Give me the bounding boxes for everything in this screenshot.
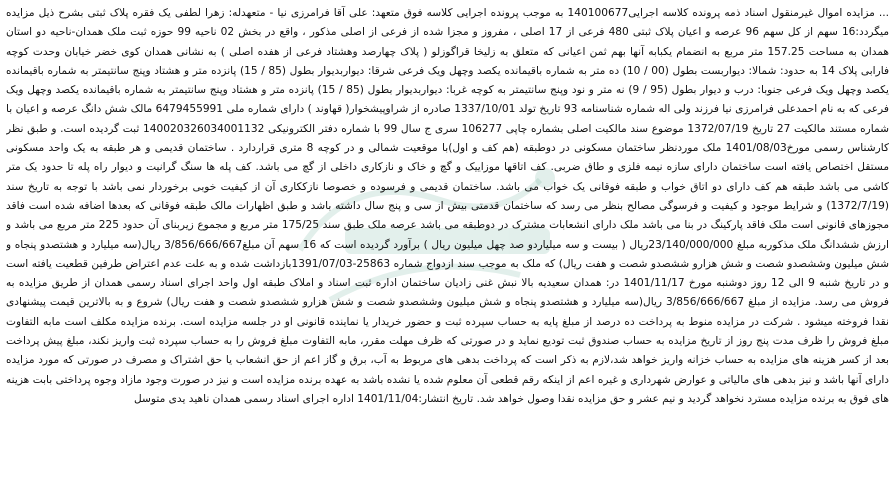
document-body — [6, 4, 889, 489]
auction-notice-text: ... مزایده اموال غیرمنقول اسناد ذمه پرونده کلاسه اجرایی140100677 به موجب پرونده اجرایی کلاسه فوق متعهد: علی آقا فرامرزی نیا - متعهدله: زهرا لطفی یک فقره پلاک ثبتی بشرح ذیل مزایده میگردد:16 سهم از کل سهم 96 عرصه و اعیان پلاک ثبتی 480 فرعی از 17 اصلی ، مفروز و مجزا شده از فرعی از اصلی مذکور ، واقع در بخش 02 ناحیه 99 حوزه ثبت ملک همدان-ناحیه دو استان همدان به مساحت 157.25 متر مربع به انضمام یکبابه آنها بهم ثمن اعیانی که متعلق به زلیخا قراگوزلو ( پلاک چهارصد وهشتاد فرعی از هفده اصلی ) به نشانی همدان کوی خضر خیابان وحدت کوچه فارابی پلاک 14 به حدود: شمالا: دیواربست بطول (00 / 10) ده متر به شماره باقیمانده یکصد وچهل ویک فرعی شرقا: دیواربدیوار بطول (85 / 15) پانزده متر و هشتاد وپنج سانتیمتر به شماره باقیمانده یکصد وچهل ویک فرعی جنوبا: درب و دیوار بطول (95 / 9) نه متر و نود وپنج سانتیمتر به کوچه غربا: دیواربدیوار بطول (85 / 15) پانزده متر و هشتاد وپنج سانتیمتر به شماره باقیمانده یکصد وچهل ویک فرعی که به نام احمدعلی فرامرزی نیا فرزند ولی اله شماره شناسنامه 93 تاریخ تولد 1337/10/01 صادره از شراوپیشخوار( قهاوند ) دارای شماره ملی 6479455991 مالک شش دانگ عرصه و اعیان با شماره مستند مالکیت 27 تاریخ 1372/07/19 موضوع سند مالکیت اصلی بشماره چاپی 106277 سری ج سال 99 با شماره دفتر الکترونیکی 140020326034001132 ثبت گردیده است. و طبق نظر کارشناس رسمی مورخ1401/08/03 ملک موردنظر ساختمان مسکونی در دوطبقه (هم کف و اول)با موقعیت شمالی و در کوچه 8 متری قراردارد . ساختمان قدیمی و هر طبقه به یک واحد مسکونی مستقل اختصاص یافته است ساختمان دارای سازه نیمه فلزی و طاق ضربی. کف اتاقها موزاییک و گچ و خاک و نازکاری داخلی از گچ می باشد. کف پله ها سنگ گرانیت و دیوار راه پله تا حدود یک متر کاشی می باشد طبقه هم کف دارای دو اتاق خواب و طبقه فوقانی یک خواب می باشد. ساختمان قدیمی و فرسوده و خصوصا نازککاری آن از کیفیت خوبی برخوردار نمی باشد با توجه به تاریخ سند (1372/7/19) و شرایط موجود و کیفیت و فرسوگی مصالح بنظر می رسد که ساختمان قدمتی بیش از سی و پنج سال داشته باشد و طبق اظهارات مالک طبقه فوقانی که بعدها اضافه شده است فاقد مجوزهای قانونی است ملک فاقد پارکینگ در بنا می باشد ملک دارای انشعابات مشترک در دوطبقه می باشد عرصه ملک طبق سند 175/25 متر مربع و مجموع زیربنای آن حدود 225 متر مربع می باشد و ارزش ششدانگ ملک مذکوربه مبلغ 23/140/000/000ریال ( بیست و سه میلیاردو صد چهل میلیون ریال ) برآورد گردیده است که 16 سهم آن مبلغ3/856/666/667 ریال(سه میلیارد و هشتصدو پنجاه و شش میلیون وششصدو شصت و شش هزارو ششصدو شصت و هفت ریال) که ملک به موجب سند ازدواج شماره 25863-1391/07/03بازداشت شده و به علت عدم اعتراض طرفین قطعیت یافته است و در تاریخ شنبه 9 الی 12 روز دوشنبه مورخ 1401/11/17 در: همدان سعیدیه بالا نبش غنی زادیان ساختمان اداره ثبت اسناد و املاک طبقه اول واحد اجرای اسناد رسمی همدان از طریق مزایده به فروش می رسد. مزایده از مبلغ 3/856/666/667 ریال(سه میلیارد و هشتصدو پنجاه و شش میلیون وششصدو شصت و شش هزارو ششصدو شصت و هفت ریال) شروع و به بالاترین قیمت پیشنهادی نقدا فروخته میشود . شرکت در مزایده منوط به پرداخت ده درصد از مبلغ پایه به حساب سپرده ثبت و حضور خریدار یا نماینده قانونی او در جلسه مزایده است. برنده مزایده مکلف است مابه التفاوت مبلغ فروش را ظرف مدت پنج روز از تاریخ مزایده به حساب صندوق ثبت تودیع نماید و در صورتی که ظرف مهلت مقرر، مابه التفاوت مبلغ فروش را به حساب سپرده ثبت واریز نکند، مبلغ پیش پرداخت بعد از کسر هزینه های مزایده به حساب خزانه واریز خواهد شد،لازم به ذکر است که پرداخت بدهی های مربوط به آب، برق و گاز اعم از حق انشعاب یا حق اشتراک و مصرف در صورتی که مورد مزایده دارای آنها باشد و نیز بدهی های مالیاتی و عوارض شهرداری و غیره اعم از اینکه رقم قطعی آن معلوم شده یا نشده باشد به عهده برنده مزایده است و نیز در صورت وجود مازاد وجوه پرداختی بابت هزینه های فوق به برنده مزایده مسترد نخواهد گردید و نیم عشر و حق مزایده نقدا وصول خواهد شد. تاریخ انتشار:1401/11/04 اداره اجرای اسناد رسمی همدان ناهید یدی متوسل — [6, 7, 889, 405]
